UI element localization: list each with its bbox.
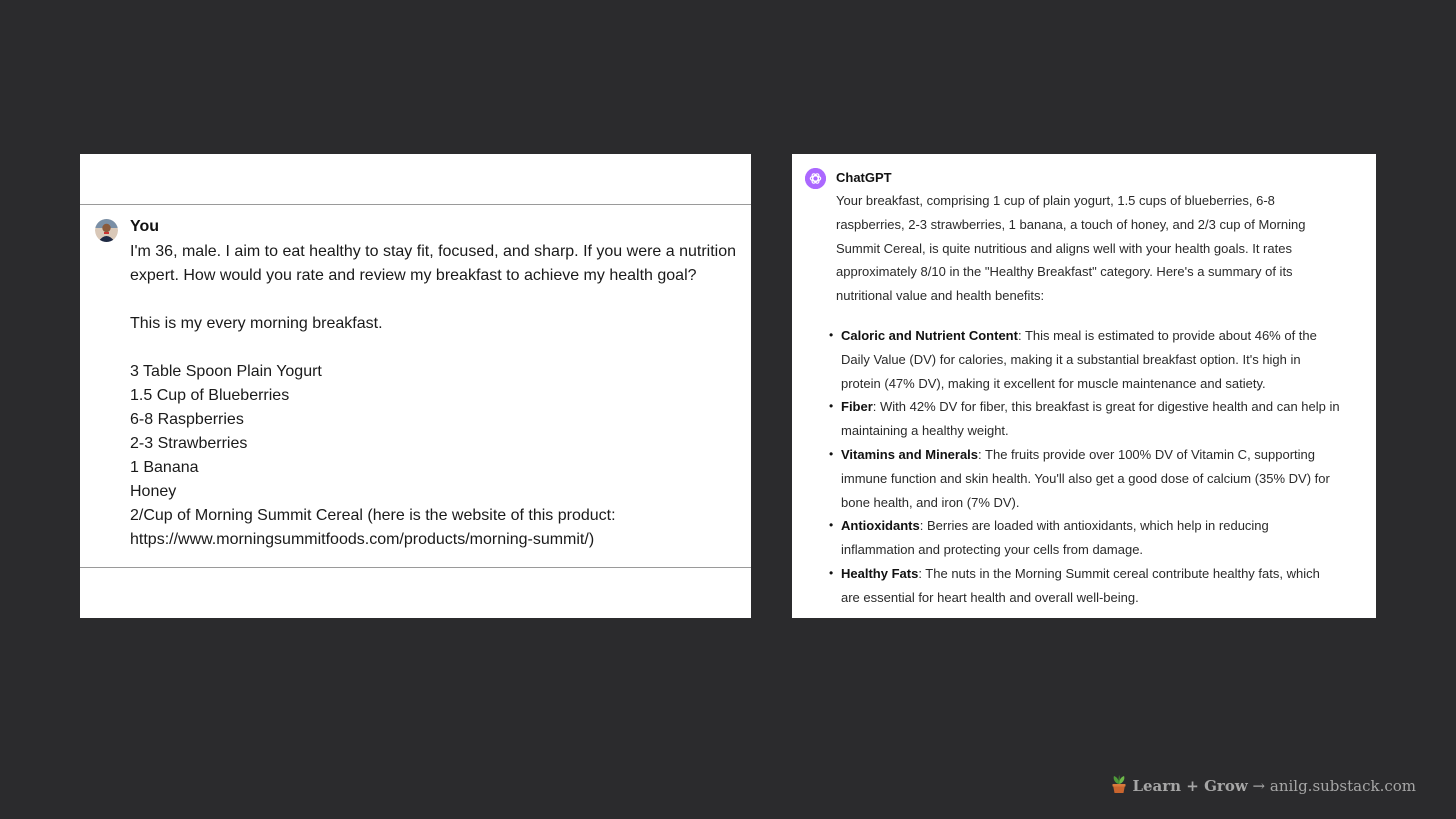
assistant-intro-line: Summit Cereal, is quite nutritious and aligns well with your health goals. It rates bbox=[836, 240, 1292, 256]
user-message-line: 1 Banana bbox=[130, 459, 199, 476]
bullet-line: inflammation and protecting your cells from damage. bbox=[841, 542, 1144, 558]
chatgpt-logo-icon bbox=[805, 168, 826, 189]
assistant-intro-line: approximately 8/10 in the "Healthy Breakfast" category. Here's a summary of its bbox=[836, 264, 1293, 280]
user-message-line: Honey bbox=[130, 483, 177, 500]
user-message-line: I'm 36, male. I aim to eat healthy to stay fit, focused, and sharp. If you were a nutrition bbox=[130, 243, 737, 260]
user-message-line bbox=[130, 288, 740, 312]
user-message-panel bbox=[80, 154, 751, 618]
bullet-item bbox=[829, 514, 1369, 562]
user-message-line: expert. How would you rate and review my breakfast to achieve my health goal? bbox=[130, 267, 697, 284]
bullet-title: Caloric and Nutrient Content bbox=[841, 328, 1018, 343]
bullet-dot-icon: • bbox=[829, 446, 834, 461]
user-message-line: https://www.morningsummitfoods.com/products/morning-summit/) bbox=[130, 531, 595, 548]
bullet-dot-icon: • bbox=[829, 328, 834, 342]
bullet-line: bone health, and iron (7% DV). bbox=[841, 494, 1020, 510]
bullet-line: are essential for heart health and overall well-being. bbox=[841, 589, 1139, 605]
bullet-text: : With 42% DV for fiber, this breakfast is great for digestive health and can help in bbox=[872, 399, 1340, 415]
user-message-line bbox=[130, 336, 740, 360]
bullet-line bbox=[841, 324, 1369, 348]
divider-top bbox=[80, 204, 751, 205]
bullet-item bbox=[829, 562, 1369, 610]
divider-bottom bbox=[80, 567, 751, 568]
bullet-dot-icon: • bbox=[829, 518, 834, 533]
footer-branding bbox=[1110, 774, 1416, 798]
assistant-bullet-list bbox=[829, 324, 1369, 610]
bullet-title: Fiber bbox=[841, 399, 873, 415]
bullet-line bbox=[841, 395, 1369, 419]
user-message-line: 6-8 Raspberries bbox=[130, 411, 244, 428]
user-message-line: 2/Cup of Morning Summit Cereal (here is the website of this product: bbox=[130, 507, 616, 524]
bullet-line: protein (47% DV), making it excellent for muscle maintenance and satiety. bbox=[841, 375, 1266, 391]
user-name: You bbox=[130, 218, 160, 235]
bullet-text: : Berries are loaded with antioxidants, which help in reducing bbox=[919, 518, 1269, 534]
bullet-text: : The fruits provide over 100% DV of Vitamin C, supporting bbox=[978, 446, 1315, 462]
brand-name: Learn + Grow bbox=[1132, 777, 1248, 795]
bullet-item bbox=[829, 324, 1369, 395]
bullet-dot-icon: • bbox=[829, 399, 834, 414]
user-message-line: 1.5 Cup of Blueberries bbox=[130, 387, 290, 404]
bullet-item bbox=[829, 443, 1369, 514]
arrow-glyph: → bbox=[1252, 777, 1266, 795]
bullet-line bbox=[841, 514, 1369, 538]
bullet-text: : The nuts in the Morning Summit cereal contribute healthy fats, which bbox=[918, 565, 1320, 581]
user-message-line: 3 Table Spoon Plain Yogurt bbox=[130, 363, 322, 380]
bullet-line: immune function and skin health. You'll also get a good dose of calcium (35% DV) for bbox=[841, 470, 1330, 486]
bullet-dot-icon: • bbox=[829, 565, 834, 580]
bullet-title: Antioxidants bbox=[841, 518, 920, 534]
assistant-name: ChatGPT bbox=[836, 170, 892, 185]
bullet-line bbox=[841, 443, 1369, 467]
assistant-message-panel bbox=[792, 154, 1376, 618]
user-message-line: 2-3 Strawberries bbox=[130, 435, 248, 452]
potted-plant-icon bbox=[1110, 774, 1128, 798]
assistant-intro-line: raspberries, 2-3 strawberries, 1 banana, a touch of honey, and 2/3 cup of Morning bbox=[836, 216, 1306, 232]
bullet-line: Daily Value (DV) for calories, making it a substantial breakfast option. It's high in bbox=[841, 351, 1301, 367]
user-avatar bbox=[95, 219, 118, 242]
bullet-title: Vitamins and Minerals bbox=[841, 446, 979, 462]
bullet-line: maintaining a healthy weight. bbox=[841, 423, 1009, 439]
bullet-text: : This meal is estimated to provide about 46% of the bbox=[1017, 328, 1317, 343]
user-message-text bbox=[130, 240, 740, 552]
assistant-intro-line: nutritional value and health benefits: bbox=[836, 288, 1045, 304]
assistant-intro-text bbox=[836, 189, 1356, 308]
site-link[interactable]: anilg.substack.com bbox=[1269, 777, 1416, 795]
user-message-line: This is my every morning breakfast. bbox=[130, 315, 383, 332]
bullet-item bbox=[829, 395, 1369, 443]
bullet-line bbox=[841, 562, 1369, 586]
assistant-intro-line: Your breakfast, comprising 1 cup of plain yogurt, 1.5 cups of blueberries, 6-8 bbox=[836, 193, 1275, 208]
bullet-title: Healthy Fats bbox=[841, 565, 919, 581]
